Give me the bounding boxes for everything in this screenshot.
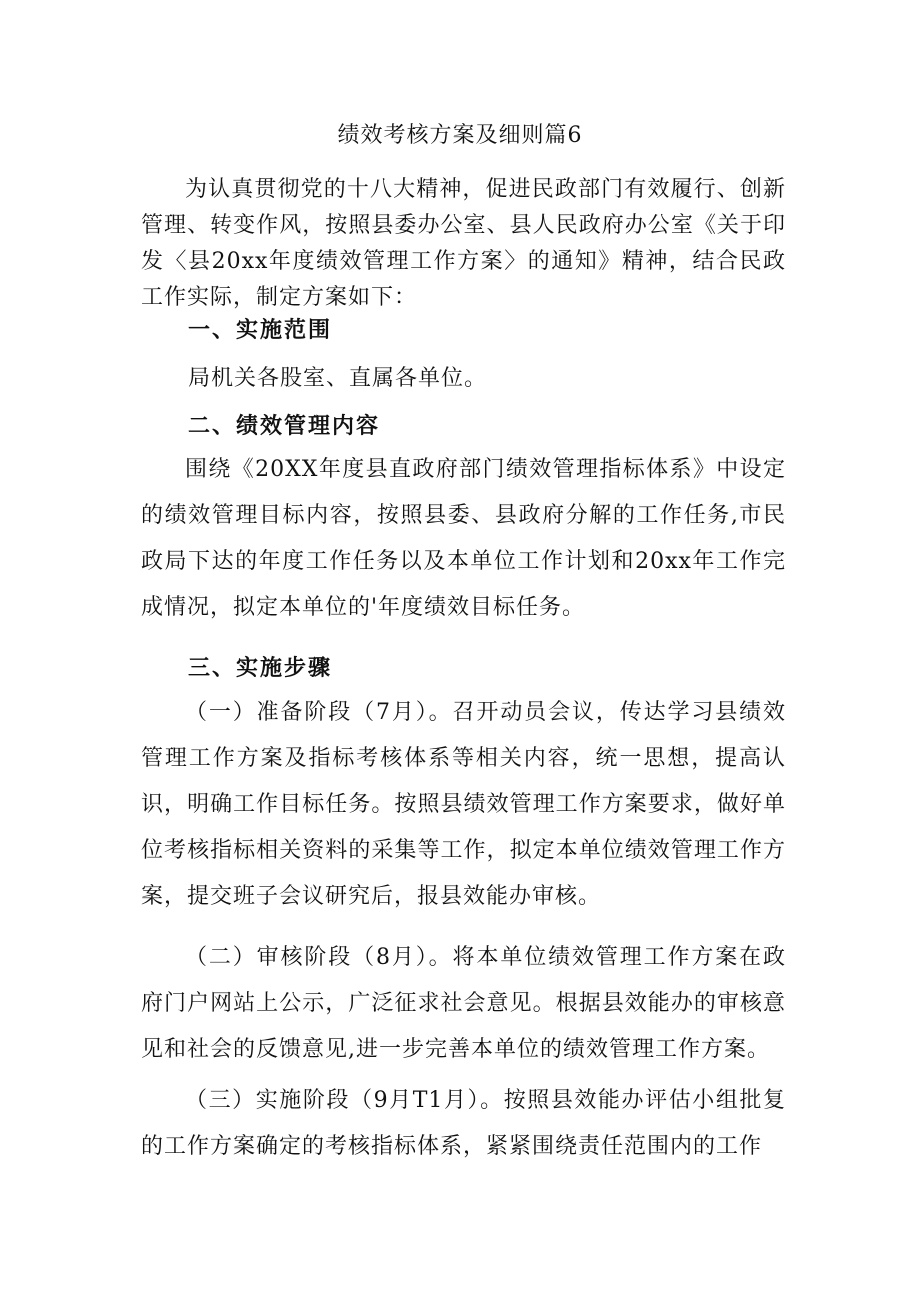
step-review-paragraph: （二）审核阶段（8月）。将本单位绩效管理工作方案在政府门户网站上公示，广泛征求社会意见。根据县效能办的审核意见和社会的反馈意见,进一步完善本单位的绩效管理工作方案。 xyxy=(141,945,786,1062)
intro-paragraph: 为认真贯彻党的十八大精神，促进民政部门有效履行、创新管理、转变作风，按照县委办公室、县人民政府办公室《关于印发〈县20xx年度绩效管理工作方案〉的通知》精神，结合民政工作实际，制定方案如下： xyxy=(141,177,786,310)
section-heading-scope: 一、实施范围 xyxy=(188,317,333,343)
step-preparation-paragraph: （一）准备阶段（7月）。召开动员会议，传达学习县绩效管理工作方案及指标考核体系等相关内容，统一思想，提高认识，明确工作目标任务。按照县绩效管理工作方案要求，做好单位考核指标相关资料的采集等工作，拟定本单位绩效管理工作方案，提交班子会议研究后，报县效能办审核。 xyxy=(141,700,786,909)
step-implementation-paragraph: （三）实施阶段（9月T1月）。按照县效能办评估小组批复的工作方案确定的考核指标体系，紧紧围绕责任范围内的工作 xyxy=(141,1088,786,1159)
content-paragraph: 围绕《20XX年度县直政府部门绩效管理指标体系》中设定的绩效管理目标内容，按照县委、县政府分解的工作任务,市民政局下达的年度工作任务以及本单位工作计划和20xx年工作完成情况，拟定本单位的'年度绩效目标任务。 xyxy=(141,457,786,620)
scope-paragraph: 局机关各股室、直属各单位。 xyxy=(188,366,488,391)
section-heading-steps: 三、实施步骤 xyxy=(188,655,333,681)
document-title: 绩效考核方案及细则篇6 xyxy=(337,123,583,148)
section-heading-content: 二、绩效管理内容 xyxy=(188,413,381,439)
